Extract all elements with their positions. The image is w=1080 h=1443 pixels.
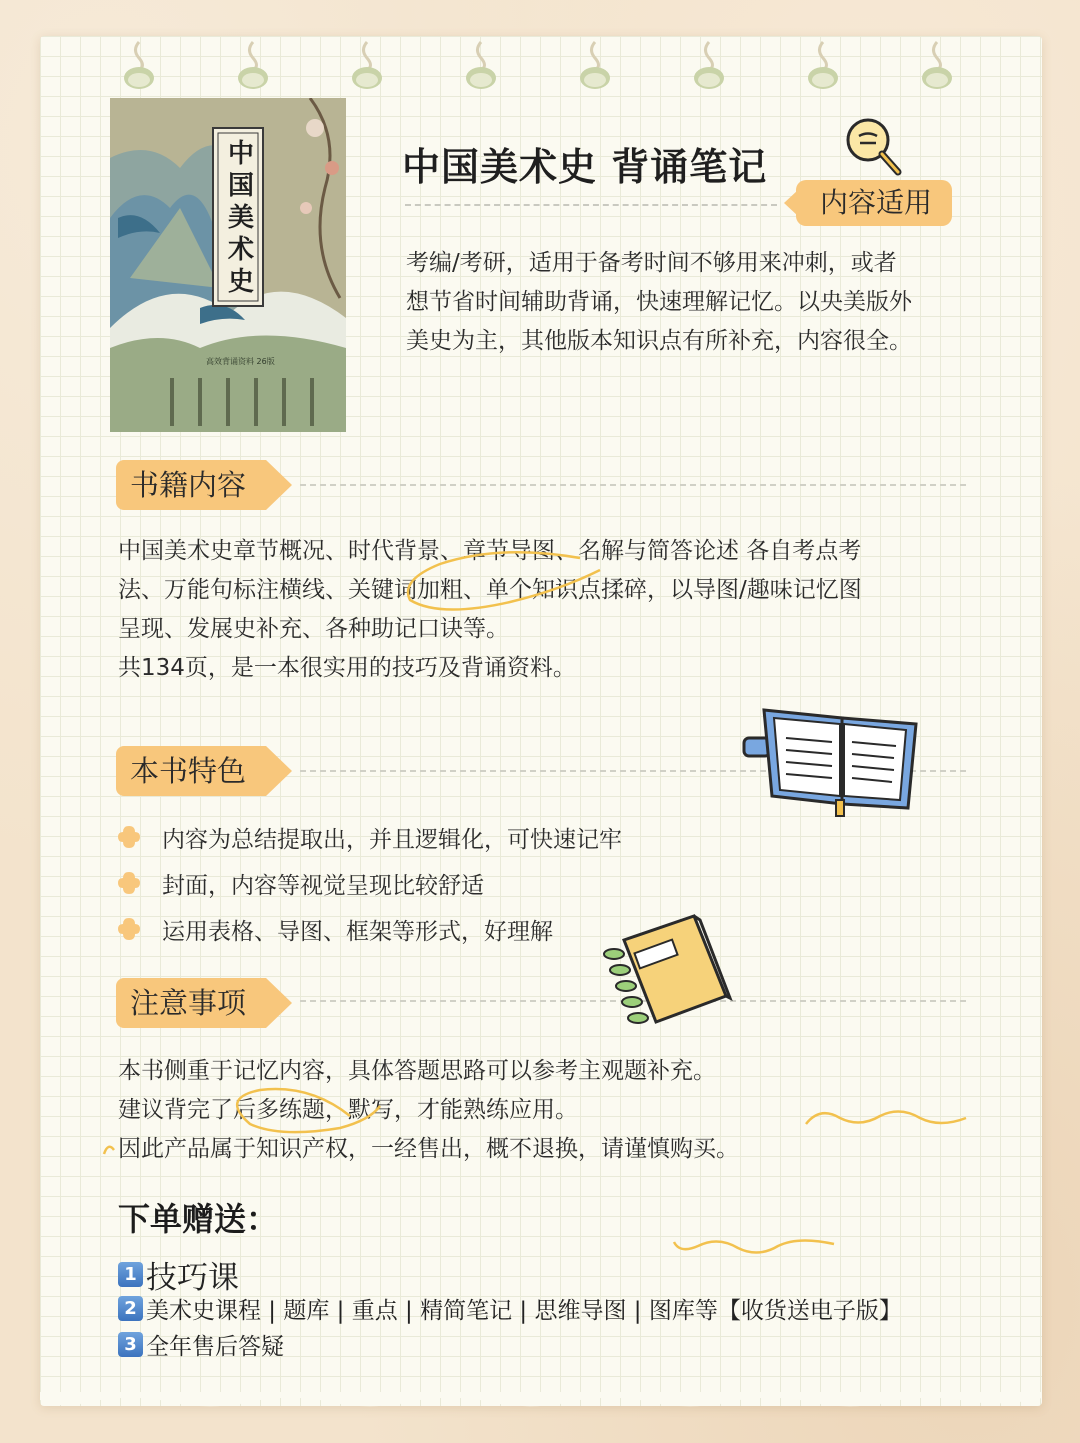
content-line: 共134页，是一本很实用的技巧及背诵资料。 (118, 655, 576, 681)
book-cover (110, 98, 346, 432)
section-tag-notes: 注意事项 (116, 978, 266, 1028)
decorative-squiggle (800, 1100, 970, 1140)
ring-hole-icon (122, 40, 156, 90)
section-divider (300, 484, 966, 486)
clover-bullet-icon (116, 824, 142, 850)
notes-line: 建议背完了后多练题，默写，才能熟练应用。 (118, 1097, 578, 1123)
section-tag-book-content: 书籍内容 (116, 460, 266, 510)
list-item (116, 814, 622, 860)
title-divider (405, 204, 777, 206)
gift-item (118, 1292, 902, 1325)
feature-list (116, 814, 622, 952)
number-badge: 1 (118, 1262, 143, 1287)
highlight-squiggle (380, 540, 610, 620)
ring-hole-icon (464, 40, 498, 90)
feature-text: 封面，内容等视觉呈现比较舒适 (162, 872, 484, 899)
intro-line: 想节省时间辅助背诵，快速理解记忆。以央美版外 (406, 289, 912, 315)
content-line: 中国美术史章节概况、时代背景、章节导图、名解与简答论述 各自考点考 (118, 538, 862, 564)
gift-item (118, 1328, 284, 1361)
content-line: 呈现、发展史补充、各种助记口诀等。 (118, 616, 509, 642)
gift-text: 技巧课 (146, 1260, 239, 1296)
decorative-squiggle (668, 1232, 838, 1262)
cover-subtitle: 高效背诵资料 26版 (206, 357, 275, 366)
gift-text: 全年售后答疑 (146, 1334, 284, 1360)
paper-torn-edge (40, 1392, 1042, 1412)
magnifier-icon (842, 116, 906, 180)
feature-text: 内容为总结提取出，并且逻辑化，可快速记牢 (162, 826, 622, 853)
ring-hole-icon (578, 40, 612, 90)
ring-hole-icon (350, 40, 384, 90)
list-item (116, 860, 622, 906)
gift-text: 美术史课程 | 题库 | 重点 | 精简笔记 | 思维导图 | 图库等【收货送电子版】 (146, 1298, 902, 1324)
intro-paragraph (406, 244, 986, 361)
content-line: 法、万能句标注横线、关键词加粗、单个知识点揉碎，以导图/趣味记忆图 (118, 577, 862, 603)
list-item (116, 906, 622, 952)
number-badge: 2 (118, 1296, 143, 1321)
notes-line: 因此产品属于知识产权，一经售出，概不退换，请谨慎购买。 (118, 1136, 739, 1162)
gift-item (118, 1252, 239, 1297)
page-title: 中国美术史 背诵笔记 (402, 145, 768, 189)
section-tag-features: 本书特色 (116, 746, 266, 796)
ring-hole-icon (806, 40, 840, 90)
ring-hole-icon (920, 40, 954, 90)
intro-line: 考编/考研，适用于备考时间不够用来冲刺，或者 (406, 250, 897, 276)
highlight-squiggle (100, 1076, 400, 1166)
intro-line: 美史为主，其他版本知识点有所补充，内容很全。 (406, 328, 912, 354)
open-notebook-icon (742, 700, 922, 820)
notes-line: 本书侧重于记忆内容，具体答题思路可以参考主观题补充。 (118, 1058, 716, 1084)
gift-heading: 下单赠送： (118, 1200, 279, 1238)
feature-text: 运用表格、导图、框架等形式，好理解 (162, 918, 553, 945)
clover-bullet-icon (116, 916, 142, 942)
clover-bullet-icon (116, 870, 142, 896)
number-badge: 3 (118, 1332, 143, 1357)
ring-hole-icon (692, 40, 726, 90)
fit-tag: 内容适用 (796, 180, 952, 226)
ring-hole-icon (236, 40, 270, 90)
spiral-notebook-icon (602, 910, 732, 1040)
cover-title: 中国美术史 (228, 139, 255, 297)
